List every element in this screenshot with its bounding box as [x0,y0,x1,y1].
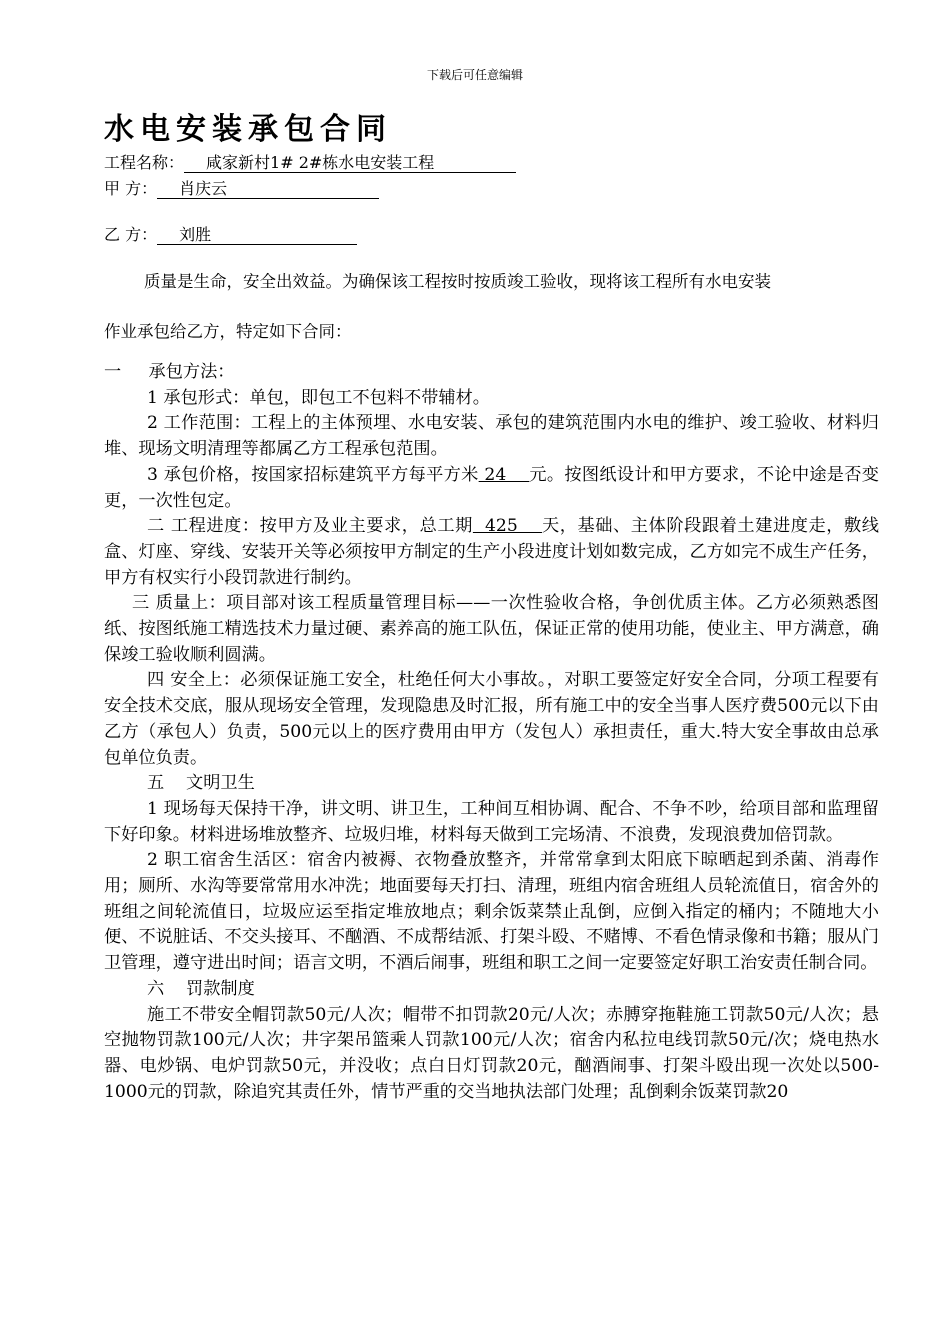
section-5-item-2: 2 职工宿舍生活区：宿舍内被褥、衣物叠放整齐，并常常拿到太阳底下晾晒起到杀菌、消毒作用；厕所、水沟等要常常用水冲洗；地面要每天打扫、清理，班组内宿舍班组人员轮流值日，宿舍外的班组之间轮流值日，垃圾应运至指定堆放地点；剩余饭菜禁止乱倒，应倒入指定的桶内；不随地大小便、不说脏话、不交头接耳、不酗酒、不成帮结派、打架斗殴、不赌博、不看色情录像和书籍；服从门卫管理，遵守进出时间；语言文明，不酒后闹事，班组和职工之间一定要签定好职工治安责任制合同。 [104,850,879,974]
section-2 [104,514,879,591]
section-3: 三 质量上：项目部对该工程质量管理目标——一次性验收合格，争创优质主体。乙方必须熟悉图纸、按图纸施工精选技术力量过硬、素养高的施工队伍，保证正常的使用功能，使业主、甲方满意，确保竣工验收顺利圆满。 [104,593,879,665]
section-1-item-2: 2 工作范围：工程上的主体预埋、水电安装、承包的建筑范围内水电的维护、竣工验收、材料归堆、现场文明清理等都属乙方工程承包范围。 [104,413,879,460]
project-name-row [104,150,516,173]
section-6-item-1: 施工不带安全帽罚款50元/人次；帽带不扣罚款20元/人次；赤膊穿拖鞋施工罚款50元/人次；悬空抛物罚款100元/人次；井字架吊篮乘人罚款100元/人次；宿舍内私拉电线罚款50元/次；烧电热水器、电炒锅、电炉罚款50元，并没收；点白日灯罚款20元，酗酒闹事、打架斗殴出现一次处以500-1000元的罚款，除追究其责任外，情节严重的交当地执法部门处理；乱倒剩余饭菜罚款20 [104,1004,879,1102]
project-name-label: 工程名称： [104,153,185,172]
intro-line-2: 作业承包给乙方，特定如下合同： [104,322,352,341]
party-a-row [104,176,379,199]
contract-title: 水电安装承包合同 [104,112,392,147]
price-text-after: 元。按图纸设计和甲方要求，不论中途是否变更，一次性包定。 [104,464,879,511]
party-a-label: 甲 方： [104,179,158,198]
project-name-value: 咸家新村1# 2#栋水电安装工程 [184,154,516,173]
intro-line-1: 质量是生命，安全出效益。为确保该工程按时按质竣工验收，现将该工程所有水电安装 [144,272,771,291]
schedule-text-before: 二 工程进度：按甲方及业主要求，总工期 [147,516,473,537]
schedule-days: 425 [472,516,542,537]
page-header: 下载后可任意编辑 [426,68,523,82]
section-6-heading: 六 罚款制度 [147,978,255,999]
party-b-row [104,222,357,245]
section-5-heading: 五 文明卫生 [147,773,255,794]
section-5-item-1: 1 现场每天保持干净，讲文明、讲卫生，工种间互相协调、配合、不争不吵，给项目部和监理留下好印象。材料进场堆放整齐、垃圾归堆，材料每天做到工完场清、不浪费，发现浪费加倍罚款。 [104,798,879,845]
section-1-item-3 [104,463,879,514]
section-1-item-1: 1 承包形式：单包，即包工不包料不带辅材。 [147,387,490,408]
price-text-before: 3 承包价格，按国家招标建筑平方每平方米 [147,464,479,485]
party-b-label: 乙 方： [104,225,158,244]
party-a-value: 肖庆云 [157,180,379,199]
contract-body [104,360,879,1105]
schedule-text-after: 天，基础、主体阶段跟着土建进度走，敷线盒、灯座、穿线、安装开关等必须按甲方制定的生产小段进度计划如数完成，乙方如完不成生产任务，甲方有权实行小段罚款进行制约。 [104,516,879,588]
section-4: 四 安全上：必须保证施工安全，杜绝任何大小事故。，对职工要签定好安全合同，分项工程要有安全技术交底，服从现场安全管理，发现隐患及时汇报，所有施工中的安全当事人医疗费500元以下由乙方（承包人）负责，500元以上的医疗费用由甲方（发包人）承担责任，重大.特大安全事故由总承包单位负责。 [104,670,879,768]
price-value: 24 [478,464,530,485]
section-1-heading: 一 承包方法： [104,362,235,382]
party-b-value: 刘胜 [157,226,357,245]
